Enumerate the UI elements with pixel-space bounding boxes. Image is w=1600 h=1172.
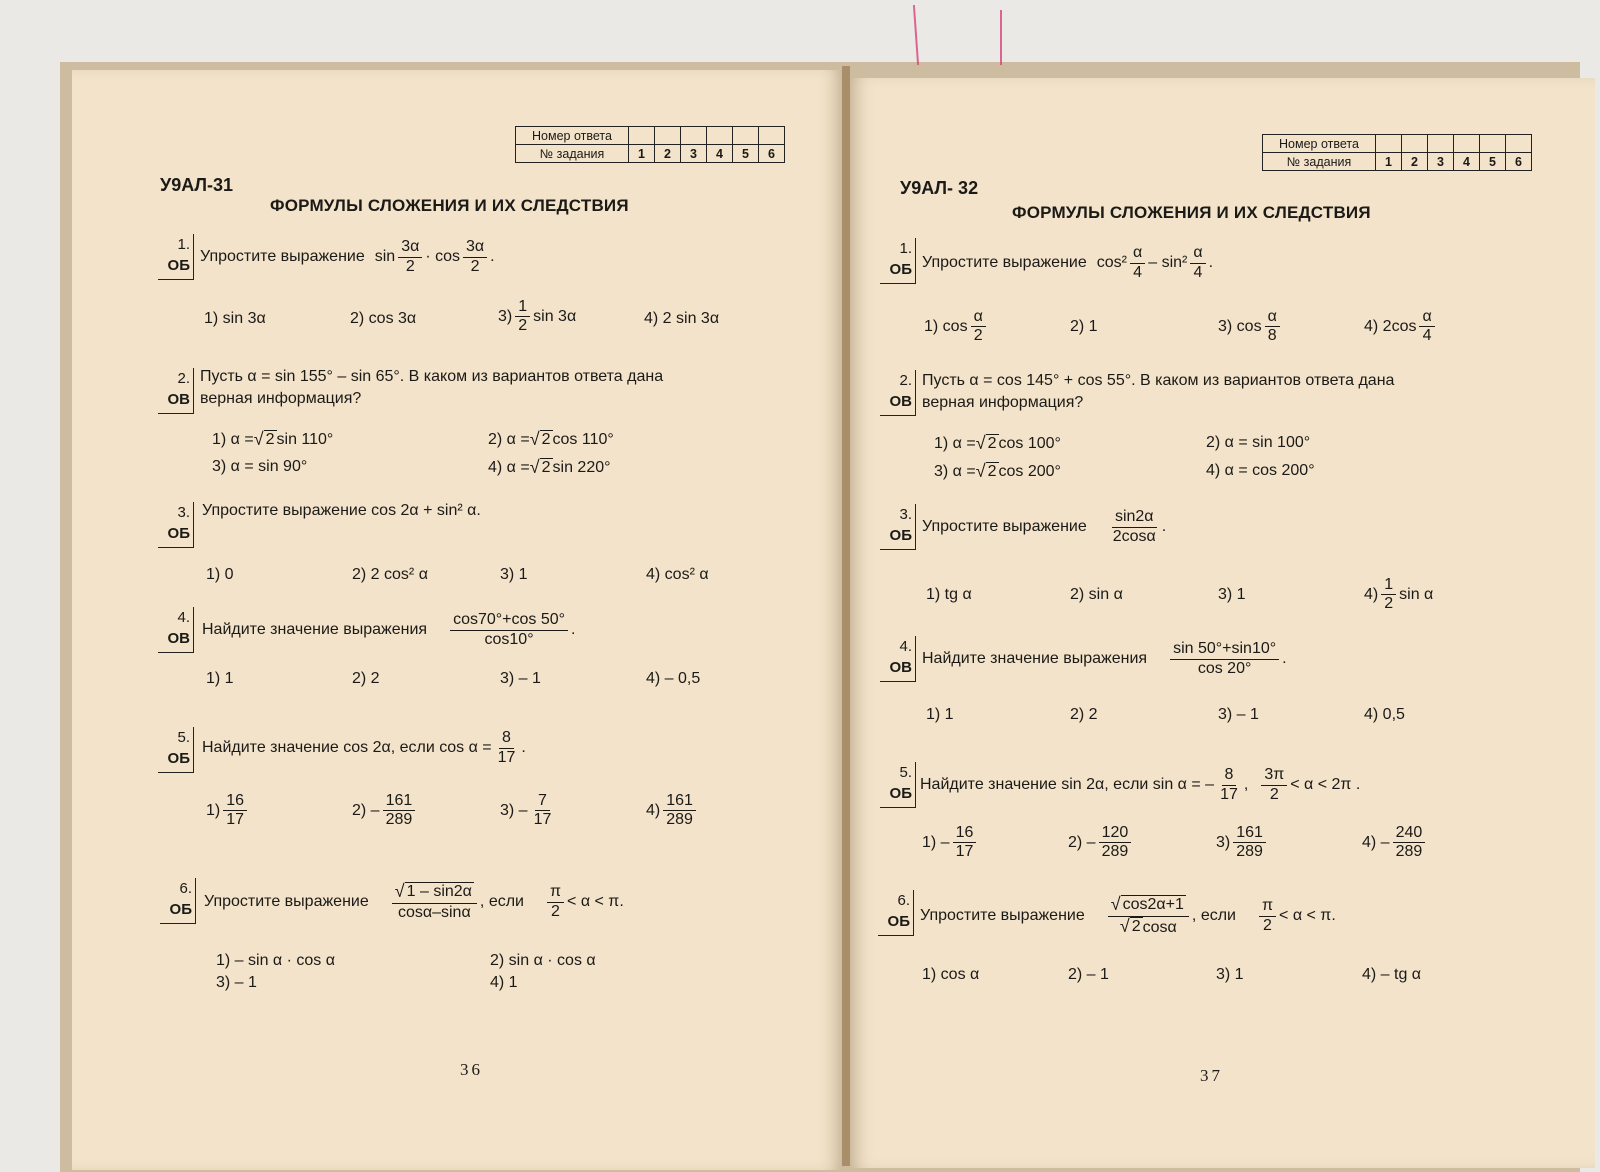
question-text <box>200 234 495 280</box>
question-text: Упростите выражение √ cos2α+1 √ 2 cosα , если $\frac{\pi}{2}$ < α < π. <box>920 894 1336 936</box>
task-number: 4 <box>707 145 733 163</box>
answer-option[interactable]: 1) 1 <box>926 706 954 723</box>
fraction: √ 1 – sin2α cosα–sinα <box>392 882 477 922</box>
fraction: √ cos2α+1 √ 2 cosα <box>1108 895 1189 937</box>
answer-option[interactable]: 3) α = √ 2 cos 200° <box>934 461 1061 481</box>
answer-option[interactable]: 4) 1 <box>490 974 518 991</box>
question-number: 3. <box>899 506 912 523</box>
question-text: Найдите значение sin 2α, если sin α = – $\frac{8}{17}$ , $\frac{3\pi}{2}$ < α < 2π . <box>920 766 1361 803</box>
page-number: 36 <box>460 1060 483 1079</box>
answer-option[interactable]: 1) sin 3α <box>204 310 266 327</box>
task-number: 6 <box>759 145 785 163</box>
answer-option[interactable]: 3) α = sin 90° <box>212 458 308 475</box>
question-box <box>880 504 916 550</box>
question-level: ОБ <box>889 527 912 544</box>
expr: · cos <box>425 248 461 265</box>
answer-option[interactable]: 1) α = √ 2 cos 100° <box>934 433 1061 453</box>
fraction: $\frac{\pi}{2}$ <box>547 883 564 921</box>
answer-option[interactable]: 4) 2 sin 3α <box>644 310 720 327</box>
question-box <box>158 368 194 414</box>
answer-grid <box>515 126 785 163</box>
answer-option[interactable]: 3) – $\frac{7}{17}$ <box>500 792 552 829</box>
task-label: № задания <box>516 145 629 163</box>
question-number: 1. <box>177 236 190 253</box>
answer-option[interactable]: 3) – 1 <box>1218 706 1259 723</box>
section-title: ФОРМУЛЫ СЛОЖЕНИЯ И ИХ СЛЕДСТВИЯ <box>270 196 629 215</box>
answer-option[interactable]: 2) – $\frac{161}{289}$ <box>352 792 418 830</box>
answer-option[interactable]: 3) $\frac{161}{289}$ <box>1216 824 1269 862</box>
page-number: 37 <box>1200 1066 1223 1085</box>
question-level: ОБ <box>167 257 190 274</box>
answer-option[interactable]: 2) – 1 <box>1068 966 1109 983</box>
question-box <box>158 234 194 280</box>
answer-cell[interactable] <box>1506 135 1532 153</box>
fraction: $\frac{3\alpha}{2}$ <box>398 238 422 276</box>
answer-option[interactable]: 1) α = √ 2 sin 110° <box>212 429 334 449</box>
question-level: ОБ <box>167 525 190 542</box>
question-level: ОБ <box>889 785 912 802</box>
answer-option[interactable]: 1) – sin α · cos α <box>216 952 335 969</box>
question-level: ОБ <box>889 261 912 278</box>
question-box <box>880 238 916 284</box>
question-text: Упростите выражение cos² $\frac{\alpha}{4}$ – sin² $\frac{\alpha}{4}$ . <box>922 244 1214 281</box>
book-spine <box>842 66 850 1166</box>
answer-option[interactable]: 3) cos $\frac{\alpha}{8}$ <box>1218 308 1283 346</box>
question-number: 2. <box>899 372 912 389</box>
question-box <box>160 878 196 924</box>
answer-label: Номер ответа <box>516 127 629 145</box>
question-level: ОВ <box>889 659 912 676</box>
punct: . <box>490 248 495 265</box>
question-text: Упростите выражение $\frac{\sin 2\alpha}{2\cos\alpha}$ . <box>922 508 1167 545</box>
answer-option[interactable]: 3) 1 <box>1218 586 1246 603</box>
answer-option[interactable]: 4) – 0,5 <box>646 670 701 687</box>
answer-option[interactable]: 2) cos 3α <box>350 310 417 327</box>
answer-option[interactable]: 2) 2 <box>1070 706 1098 723</box>
question-number: 6. <box>897 892 910 909</box>
question-text: верная информация? <box>200 390 362 407</box>
answer-cell[interactable] <box>759 127 785 145</box>
question-level: ОБ <box>167 750 190 767</box>
answer-option[interactable]: 4) $\frac{1}{2}$ sin α <box>1364 576 1434 613</box>
question-text: Найдите значение выражения $\frac{\cos 70^\circ+\cos 50^\circ}{\cos 10^\circ}$ . <box>202 611 576 648</box>
fraction: $\frac{\sin 2\alpha}{2\cos\alpha}$ <box>1112 508 1156 545</box>
answer-option[interactable]: 3) – 1 <box>500 670 541 687</box>
answer-option[interactable]: 3) – 1 <box>216 974 257 991</box>
question-box <box>158 607 194 653</box>
answer-option[interactable]: 4) 0,5 <box>1364 706 1405 723</box>
question-text: Упростите выражение √ 1 – sin2α cosα–sinα , если $\frac{\pi}{2}$ < α < π. <box>204 881 624 921</box>
answer-cell[interactable] <box>1428 135 1454 153</box>
answer-option[interactable]: 2) α = √ 2 cos 110° <box>488 429 614 449</box>
fraction: $\frac{\alpha}{4}$ <box>1130 244 1145 282</box>
question-level: ОВ <box>889 393 912 410</box>
answer-option[interactable]: 1) cos $\frac{\alpha}{2}$ <box>924 308 989 346</box>
question-text: Упростите выражение cos 2α + sin² α. <box>202 502 481 519</box>
fraction: $\frac{\cos 70^\circ+\cos 50^\circ}{\cos 10^\circ}$ <box>450 611 568 649</box>
question-level: ОБ <box>169 901 192 918</box>
task-number: 1 <box>629 145 655 163</box>
fraction: $\frac{8}{17}$ <box>1220 766 1238 803</box>
answer-option[interactable]: 1) $\frac{16}{17}$ <box>206 792 250 830</box>
answer-cell[interactable] <box>655 127 681 145</box>
task-number: 6 <box>1506 153 1532 171</box>
task-label: № задания <box>1263 153 1376 171</box>
pen-mark <box>1000 10 1002 65</box>
pen-mark <box>913 5 919 65</box>
test-code: У9АЛ-31 <box>160 175 234 195</box>
answer-option[interactable]: 2) 2 <box>352 670 380 687</box>
answer-cell[interactable] <box>1480 135 1506 153</box>
task-number: 3 <box>1428 153 1454 171</box>
answer-label: Номер ответа <box>1263 135 1376 153</box>
question-box <box>158 502 194 548</box>
fraction: $\frac{\pi}{2}$ <box>1259 897 1276 935</box>
answer-option[interactable]: 4) α = cos 200° <box>1206 462 1315 479</box>
answer-option[interactable]: 4) $\frac{161}{289}$ <box>646 792 699 830</box>
answer-cell[interactable] <box>707 127 733 145</box>
task-number: 3 <box>681 145 707 163</box>
section-title: ФОРМУЛЫ СЛОЖЕНИЯ И ИХ СЛЕДСТВИЯ <box>1012 203 1371 222</box>
answer-cell[interactable] <box>1402 135 1428 153</box>
answer-cell[interactable] <box>629 127 655 145</box>
task-number: 2 <box>655 145 681 163</box>
answer-option[interactable]: 4) cos² α <box>646 566 709 583</box>
question-number: 6. <box>179 880 192 897</box>
question-number: 5. <box>177 729 190 746</box>
question-box <box>880 370 916 416</box>
question-level: ОБ <box>887 913 910 930</box>
task-number: 1 <box>1376 153 1402 171</box>
task-number: 5 <box>733 145 759 163</box>
fraction: $\frac{\alpha}{4}$ <box>1190 244 1205 282</box>
answer-cell[interactable] <box>1376 135 1402 153</box>
answer-option[interactable]: 3) $\frac{1}{2}$ sin 3α <box>498 298 577 335</box>
task-number: 5 <box>1480 153 1506 171</box>
question-box <box>880 636 916 682</box>
answer-option[interactable]: 4) 2cos $\frac{\alpha}{4}$ <box>1364 308 1438 346</box>
answer-option[interactable]: 2) sin α · cos α <box>490 952 596 969</box>
question-number: 4. <box>899 638 912 655</box>
answer-cell[interactable] <box>681 127 707 145</box>
answer-option[interactable]: 3) 1 <box>1216 966 1244 983</box>
question-number: 5. <box>899 764 912 781</box>
page-right <box>850 78 1595 1168</box>
answer-option[interactable]: 1) 0 <box>206 566 234 583</box>
question-number: 1. <box>899 240 912 257</box>
fraction: $\frac{8}{17}$ <box>497 729 516 766</box>
task-number: 4 <box>1454 153 1480 171</box>
question-text: Найдите значение cos 2α, если cos α = $\frac{8}{17}$ . <box>202 729 526 766</box>
answer-option[interactable]: 4) α = √ 2 sin 220° <box>488 457 611 477</box>
fraction: $\frac{3\pi}{2}$ <box>1261 766 1287 804</box>
answer-option[interactable]: 2) – $\frac{120}{289}$ <box>1068 824 1134 862</box>
answer-option[interactable]: 4) – tg α <box>1362 966 1422 983</box>
question-number: 3. <box>177 504 190 521</box>
question-text: Найдите значение выражения $\frac{\sin 50^\circ+\sin 10^\circ}{\cos 20^\circ}$ . <box>922 640 1287 677</box>
answer-cell[interactable] <box>1454 135 1480 153</box>
question-number: 4. <box>177 609 190 626</box>
fraction: $\frac{\sin 50^\circ+\sin 10^\circ}{\cos 20^\circ}$ <box>1170 640 1279 678</box>
question-box <box>158 727 194 773</box>
answer-option[interactable]: 1) 1 <box>206 670 234 687</box>
answer-grid <box>1262 134 1532 171</box>
answer-cell[interactable] <box>733 127 759 145</box>
question-level: ОВ <box>167 391 190 408</box>
answer-option[interactable]: 1) tg α <box>926 586 972 603</box>
page-left <box>72 70 842 1170</box>
answer-option[interactable]: 2) α = sin 100° <box>1206 434 1311 451</box>
question-text: верная информация? <box>922 394 1084 411</box>
answer-option[interactable]: 1) cos α <box>922 966 980 983</box>
question-number: 2. <box>177 370 190 387</box>
prompt: Упростите выражение <box>200 248 365 265</box>
answer-option[interactable]: 2) 1 <box>1070 318 1098 335</box>
expr: sin <box>374 248 396 265</box>
test-code: У9АЛ- 32 <box>900 178 979 198</box>
answer-option[interactable]: 1) – $\frac{16}{17}$ <box>922 824 979 862</box>
question-level: ОВ <box>167 630 190 647</box>
answer-option[interactable]: 2) 2 cos² α <box>352 566 428 583</box>
question-box <box>878 890 914 936</box>
task-number: 2 <box>1402 153 1428 171</box>
question-box <box>880 762 916 808</box>
answer-option[interactable]: 2) sin α <box>1070 586 1123 603</box>
answer-option[interactable]: 4) – $\frac{240}{289}$ <box>1362 824 1428 862</box>
answer-option[interactable]: 3) 1 <box>500 566 528 583</box>
fraction: $\frac{3\alpha}{2}$ <box>463 238 487 276</box>
question-text: Пусть α = sin 155° – sin 65°. В каком из вариантов ответа дана <box>200 368 664 385</box>
question-text: Пусть α = cos 145° + cos 55°. В каком из вариантов ответа дана <box>922 372 1395 389</box>
